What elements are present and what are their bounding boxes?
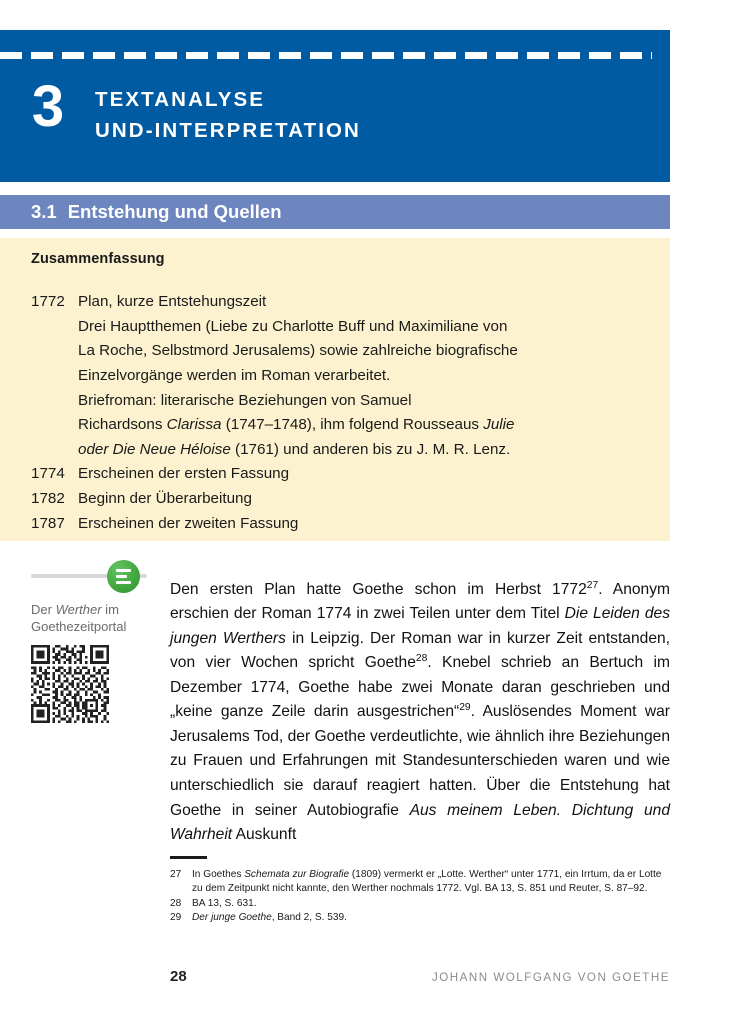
summary-heading: Zusammenfassung: [31, 251, 165, 267]
summary-subline: Briefroman: literarische Beziehungen von Samuel: [78, 391, 412, 409]
footnote-number: 28: [170, 897, 182, 909]
icon-line: [116, 569, 131, 572]
footnote-number: 29: [170, 911, 182, 923]
chapter-title-line-2: UND-INTERPRETATION: [95, 119, 361, 143]
chapter-header-band: [0, 30, 670, 182]
list-item: [31, 512, 631, 537]
summary-year: 1772: [31, 293, 65, 310]
summary-year: 1774: [31, 465, 65, 483]
margin-caption: Der Werther im Goethezeitportal: [31, 602, 127, 635]
summary-entry-text: [78, 290, 631, 462]
footnote-area: [170, 856, 670, 925]
section-heading-bar: [0, 195, 670, 229]
list-item: [31, 290, 631, 462]
summary-subline: La Roche, Selbstmord Jerusalems) sowie zahlreiche biografische: [78, 342, 518, 360]
icon-line: [116, 581, 131, 584]
summary-entry-main: Erscheinen der zweiten Fassung: [78, 514, 299, 532]
footnote-text: In Goethes Schemata zur Biografie (1809) vermerkt er „Lotte. Werther“ unter 1771, ein Irrtum, da er Lotte zu dem Zeitpunkt nicht kannte, den Werther nochmals 1772. Vgl. BA 13, S. 851 und Reuter, S. 87–92.: [192, 869, 662, 895]
footnote-item: [170, 897, 670, 911]
summary-year: 1787: [31, 514, 65, 532]
footnote-text: BA 13, S. 631.: [192, 897, 257, 909]
body-paragraph: Den ersten Plan hatte Goethe schon im Herbst 1772$^{27}$. Anonym erschien der Roman 1774 in zwei Teilen unter dem Titel Die Leiden des jungen Werthers in Leipzig. Der Roman war in kurzer Zeit entstanden, von vier Wochen spricht Goethe$^{28}$. Knebel schrieb an Bertuch im Dezember 1774, Goethe habe zwei Monate daran geschrieben und „keine ganze Zeile darin ausgestrichen“$^{29}$. Auslösendes Moment war Jerusalems Tod, der Goethe verdeutlichte, wie ähnlich ihre Beziehungen zu Frauen und Erfahrungen mit Standesunterschieden waren und wie unterschiedlich sie darauf reagiert hatten. Über die Entstehung hat Goethe in seiner Autobiografie Aus meinem Leben. Dichtung und Wahrheit Auskunft: [170, 579, 671, 844]
section-title: Entstehung und Quellen: [67, 201, 282, 222]
chapter-title: [95, 78, 361, 146]
footnote-text: Der junge Goethe, Band 2, S. 539.: [192, 911, 347, 923]
footnote-separator-rule: [170, 856, 207, 859]
qr-code-icon[interactable]: [31, 645, 109, 723]
summary-year: 1782: [31, 490, 65, 507]
main-text-column: [170, 562, 670, 863]
list-item: [31, 487, 631, 512]
summary-entry-main: Beginn der Überarbeitung: [78, 490, 252, 507]
summary-subline: Drei Hauptthemen (Liebe zu Charlotte Buff und Maximiliane von: [78, 317, 508, 335]
icon-line: [116, 575, 127, 578]
footnote-number: 27: [170, 869, 182, 880]
footnote-item: [170, 911, 670, 925]
summary-box: [0, 238, 670, 541]
page-footer: [0, 968, 670, 985]
summary-entry-main: Erscheinen der ersten Fassung: [78, 465, 290, 483]
running-head: JOHANN WOLFGANG VON GOETHE: [431, 971, 670, 984]
summary-entry-main: Plan, kurze Entstehungszeit: [78, 293, 267, 310]
list-item: [31, 462, 631, 487]
page-number: 28: [170, 968, 187, 985]
document-lines-icon: [107, 560, 140, 593]
dashed-rule: [0, 52, 652, 59]
summary-subline: oder Die Neue Héloise (1761) und anderen bis zu J. M. R. Lenz.: [78, 440, 511, 458]
chapter-header-content: [0, 74, 670, 146]
chapter-number: 3: [31, 74, 64, 139]
summary-subline: Richardsons Clarissa (1747–1748), ihm folgend Rousseaus Julie: [78, 416, 515, 434]
summary-subline: Einzelvorgänge werden im Roman verarbeitet.: [78, 366, 391, 384]
footnote-item: [170, 868, 670, 897]
chapter-title-line-1: TEXTANALYSE: [95, 88, 266, 111]
summary-timeline-list: [31, 290, 631, 536]
section-number: 3.1: [31, 201, 57, 222]
